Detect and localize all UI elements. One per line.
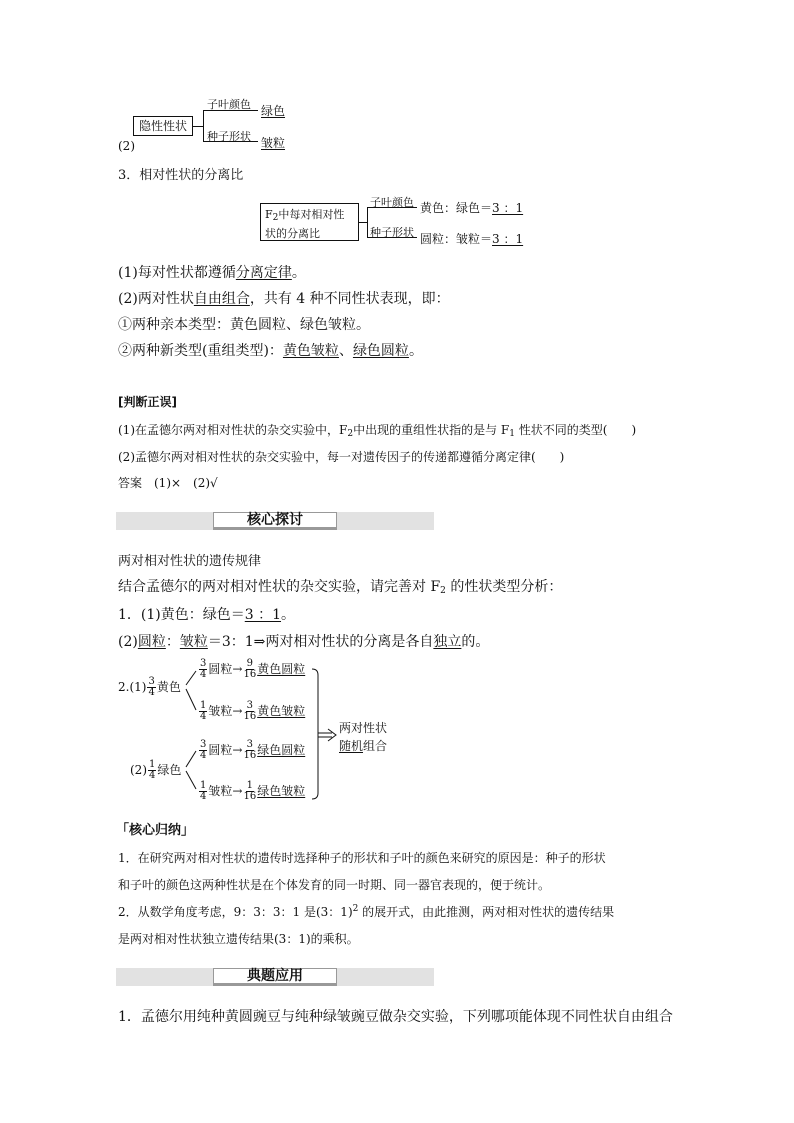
point-1: (1)每对性状都遵循分离定律。 [118, 265, 306, 281]
f2-root-box: $F_2$中每对相对性 状的分离比 [260, 203, 359, 241]
diagram-root-box [133, 116, 193, 136]
section-banner-core-inquiry [116, 512, 434, 530]
section-heading: 3．相对性状的分离比 [118, 168, 244, 183]
diagram-root-label: 隐性性状 [138, 119, 187, 133]
banner-label: 核心探讨 [213, 512, 337, 530]
summary-line-2: 和子叶的颜色这两种性状是在个体发育的同一时期、同一器官表现的，便于统计。 [118, 878, 551, 892]
ratio-round-wrinkled: 圆粒：皱粒＝3 ：1 [420, 232, 524, 246]
branch-result-wrinkled: 皱粒 [261, 136, 286, 150]
branch-result-green: 绿色 [261, 104, 286, 118]
inquiry-intro: 结合孟德尔的两对相对性状的杂交实验，请完善对 $F_2$ 的性状类型分析： [118, 579, 563, 596]
tree-row: $\frac{3}{4}$ 圆粒→ $\frac{9}{16}$ 黄色圆粒 [200, 658, 306, 680]
inquiry-line-2: (2)圆粒：皱粒＝3：1⇒两对相对性状的分离是各自独立的。 [118, 634, 490, 650]
judge-question-2: (2)孟德尔两对相对性状的杂交实验中，每一对遗传因子的传递都遵循分离定律( ) [118, 450, 565, 464]
judge-question-1: (1)在孟德尔两对相对性状的杂交实验中，$F_2$中出现的重组性状指的是与 $F_1$ 性状不同的类型( ) [118, 423, 637, 439]
ratio-yellow-green: 黄色：绿色＝3 ：1 [420, 201, 524, 215]
inquiry-line-1: 1．(1)黄色：绿色＝3 ：1。 [118, 607, 296, 623]
tree-row: $\frac{3}{4}$ 圆粒→ $\frac{3}{16}$ 绿色圆粒 [200, 739, 306, 761]
branch-label-seed-shape: 种子形状 [370, 226, 414, 239]
tree-conclusion: 两对性状 随机组合 [339, 721, 388, 753]
inquiry-title: 两对相对性状的遗传规律 [118, 554, 262, 569]
branch-label-seed-shape: 种子形状 [207, 130, 251, 143]
question-1: 1．孟德尔用纯种黄圆豌豆与纯种绿皱豌豆做杂交实验，下列哪项能体现不同性状自由组合 [118, 1009, 673, 1025]
banner-label: 典题应用 [213, 968, 337, 986]
tree-row: $\frac{1}{4}$ 皱粒→ $\frac{1}{16}$ 绿色皱粒 [200, 780, 306, 802]
summary-line-1: 1．在研究两对相对性状的遗传时选择种子的形状和子叶的颜色来研究的原因是：种子的形状 [118, 851, 606, 865]
branch-label-cotyledon-color: 子叶颜色 [370, 196, 414, 209]
branch-label-cotyledon-color: 子叶颜色 [207, 98, 251, 111]
summary-line-3: 2．从数学角度考虑，9：3：3：1 是(3：1)$^2$ 的展开式，由此推测，两对相对性状的遗传结果 [118, 904, 615, 919]
item-number: (2) [118, 139, 135, 153]
group-green-label: (2) $\frac{1}{4}$ 绿色 [130, 759, 182, 781]
judge-title: [判断正误] [118, 395, 177, 409]
point-4: ②两种新类型(重组类型)：黄色皱粒、绿色圆粒。 [118, 343, 423, 359]
point-3: ①两种亲本类型：黄色圆粒、绿色皱粒。 [118, 317, 370, 333]
summary-line-4: 是两对相对性状独立遗传结果(3：1)的乘积。 [118, 932, 359, 946]
judge-answer: 答案 (1)× (2)√ [118, 476, 218, 490]
summary-title: 「核心归纳」 [116, 823, 195, 838]
section-banner-typical-application [116, 968, 434, 986]
tree-row: $\frac{1}{4}$ 皱粒→ $\frac{3}{16}$ 黄色皱粒 [200, 700, 306, 722]
group-yellow-label: 2.(1) $\frac{3}{4}$ 黄色 [118, 676, 181, 698]
point-2: (2)两对性状自由组合，共有 4 种不同性状表现，即： [118, 291, 450, 307]
